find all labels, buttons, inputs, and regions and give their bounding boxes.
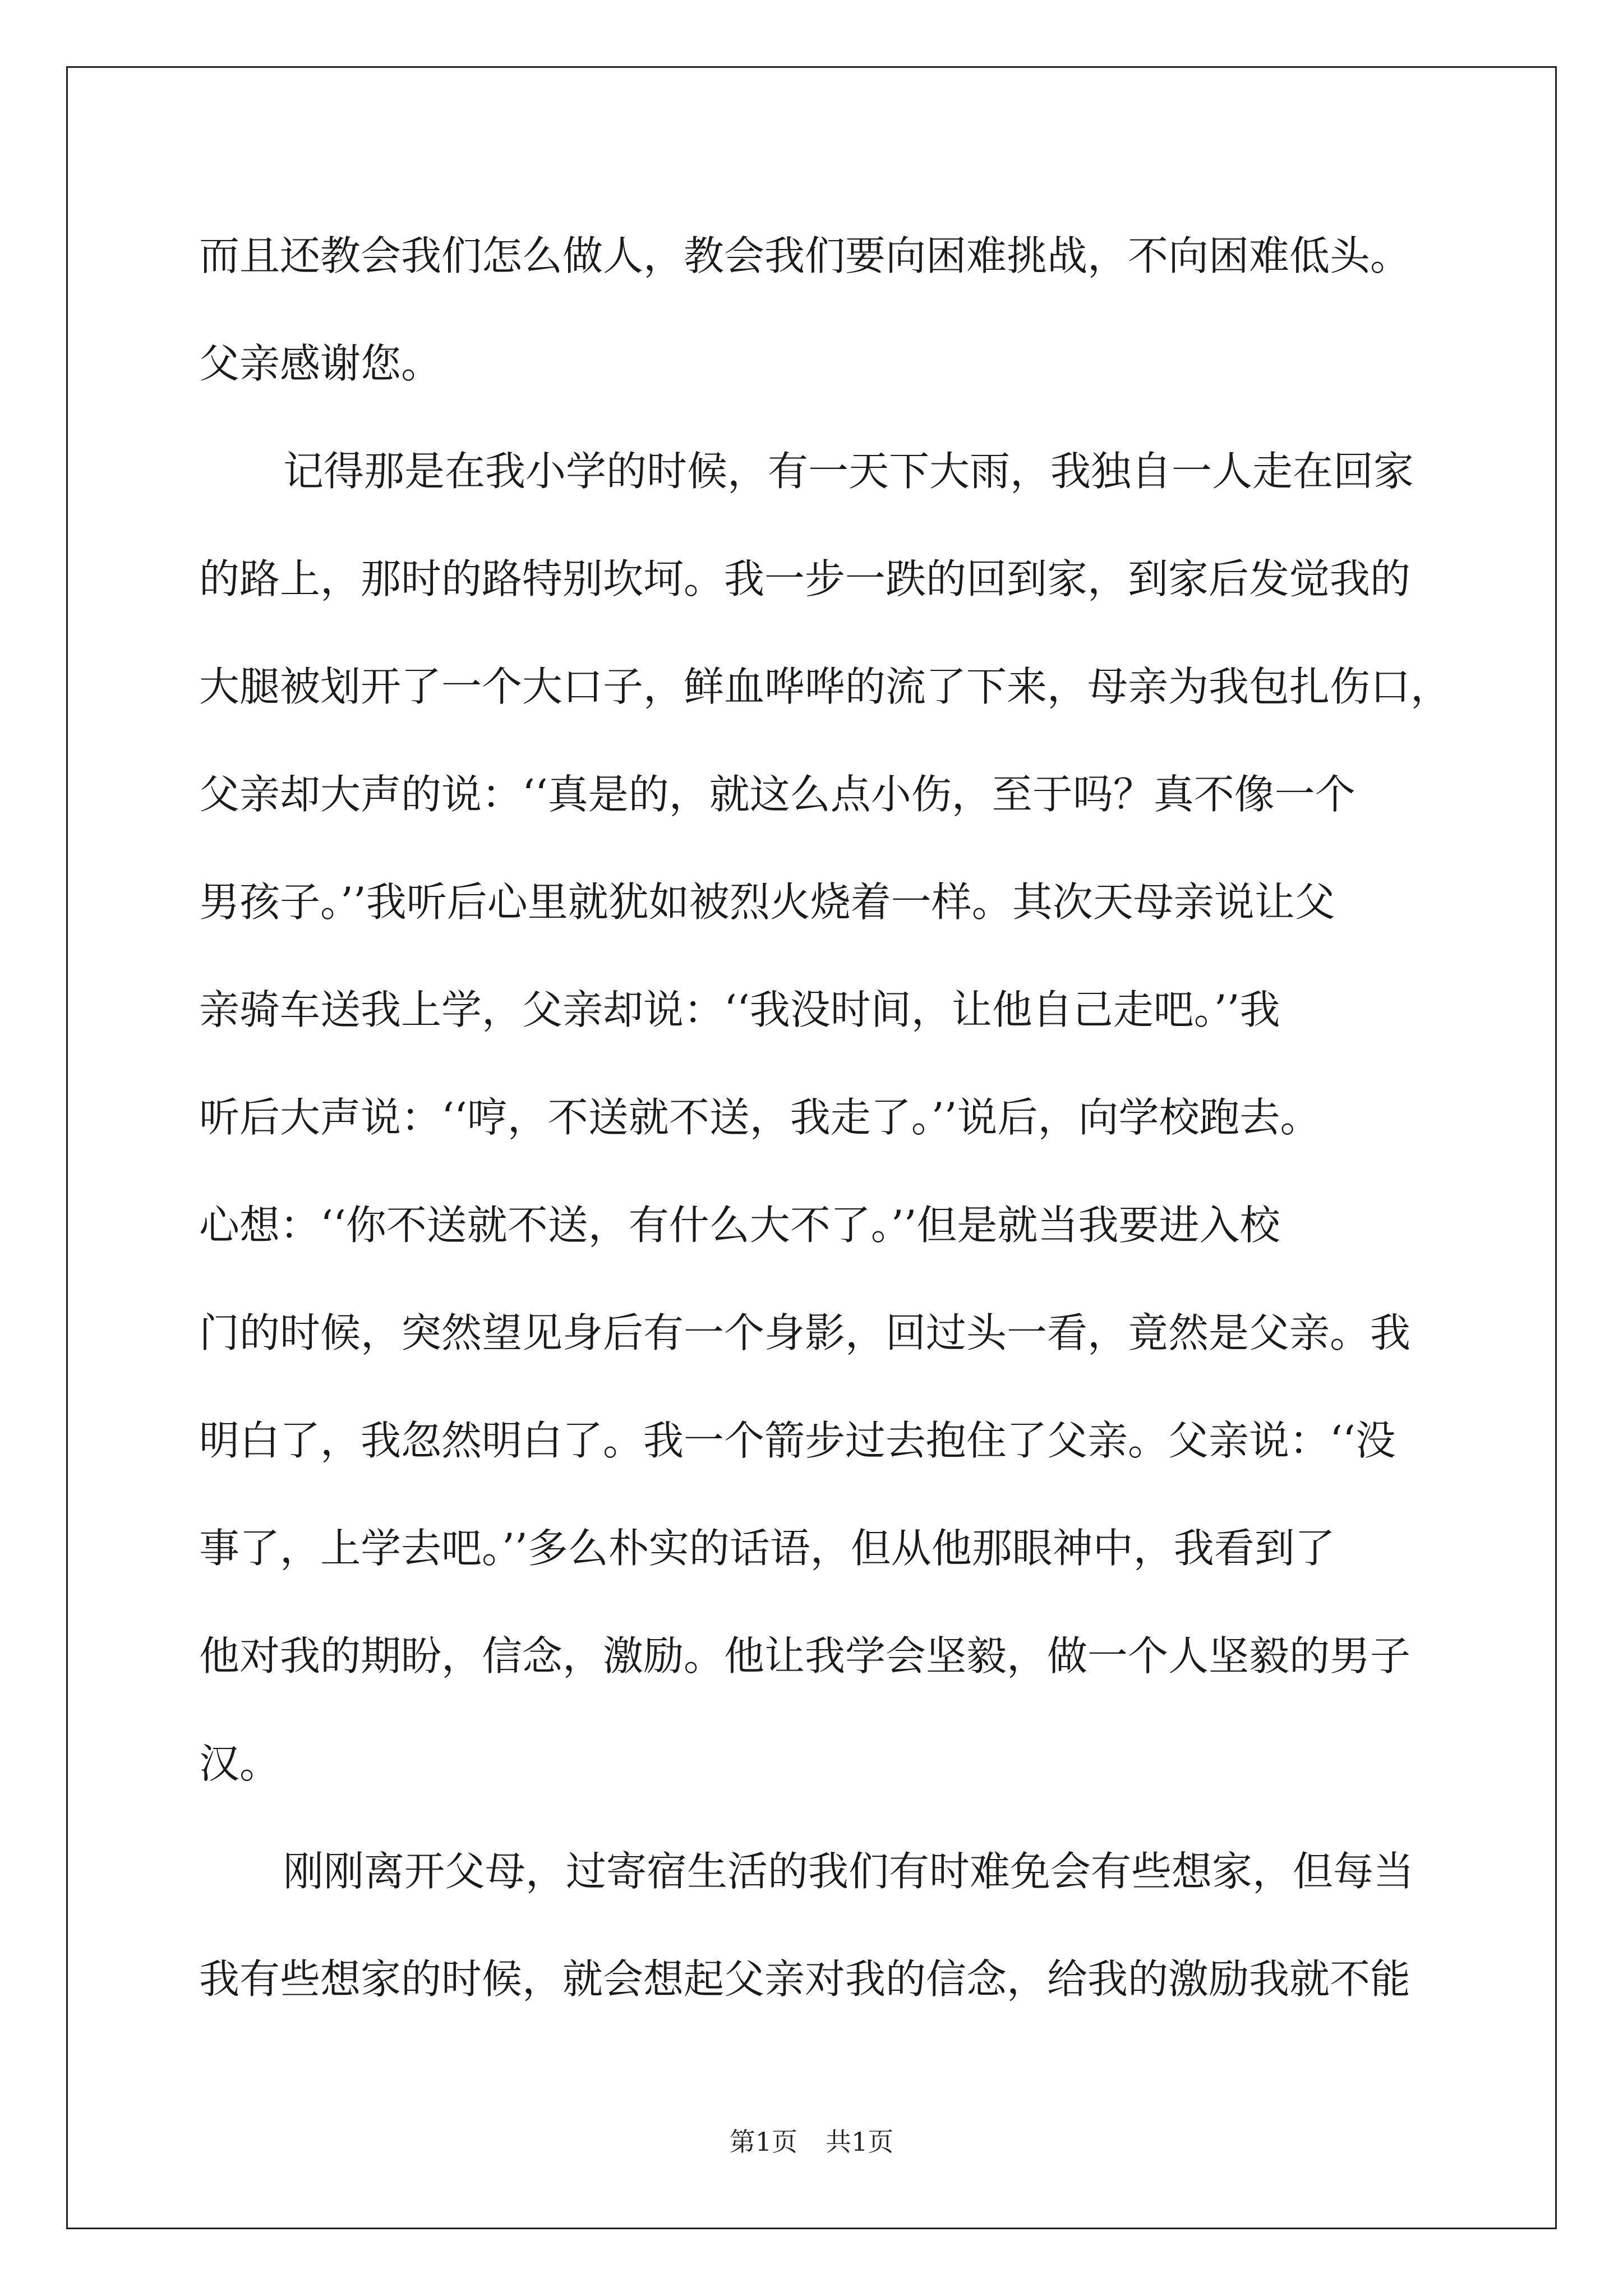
- text-line: 亲骑车送我上学，父亲却说：‘‘我没时间，让他自己走吧。’’我: [199, 986, 1280, 1033]
- text-line: 刚刚离开父母，过寄宿生活的我们有时难免会有些想家，但每当: [283, 1848, 1414, 1895]
- text-line: 听后大声说：‘‘哼，不送就不送，我走了。’’说后，向学校跑去。: [199, 1094, 1321, 1141]
- page-footer: [0, 2125, 1623, 2159]
- text-line: 而且还教会我们怎么做人，教会我们要向困难挑战，不向困难低头。: [199, 232, 1411, 279]
- text-line: 事了，上学去吧。’’多么朴实的话语，但从他那眼神中，我看到了: [199, 1525, 1335, 1572]
- text-line: 我有些想家的时候，就会想起父亲对我的信念，给我的激励我就不能: [199, 1955, 1411, 2003]
- page-total: 共1页: [826, 2127, 894, 2157]
- text-line: 父亲感谢您。: [199, 340, 442, 387]
- document-body: [199, 202, 1467, 2033]
- text-line: 心想：‘‘你不送就不送，有什么大不了。’’但是就当我要进入校: [199, 1202, 1280, 1249]
- text-line: 男孩子。’’我听后心里就犹如被烈火烧着一样。其次天母亲说让父: [199, 878, 1335, 926]
- text-line: 明白了，我忽然明白了。我一个箭步过去抱住了父亲。父亲说：‘‘没: [199, 1417, 1396, 1464]
- text-line: 的路上，那时的路特别坎坷。我一步一跌的回到家，到家后发觉我的: [199, 555, 1411, 602]
- text-line: 他对我的期盼，信念，激励。他让我学会坚毅，做一个人坚毅的男子: [199, 1632, 1411, 1680]
- page-number: 第1页: [729, 2127, 797, 2157]
- text-line: 门的时候，突然望见身后有一个身影，回过头一看，竟然是父亲。我: [199, 1309, 1411, 1356]
- text-line: 大腿被划开了一个大口子，鲜血哗哗的流了下来，母亲为我包扎伤口，: [199, 663, 1451, 710]
- text-line: 父亲却大声的说：‘‘真是的，就这么点小伤，至于吗？真不像一个: [199, 771, 1355, 818]
- text-line: 汉。: [199, 1740, 280, 1787]
- text-line: 记得那是在我小学的时候，有一天下大雨，我独自一人走在回家: [283, 448, 1414, 495]
